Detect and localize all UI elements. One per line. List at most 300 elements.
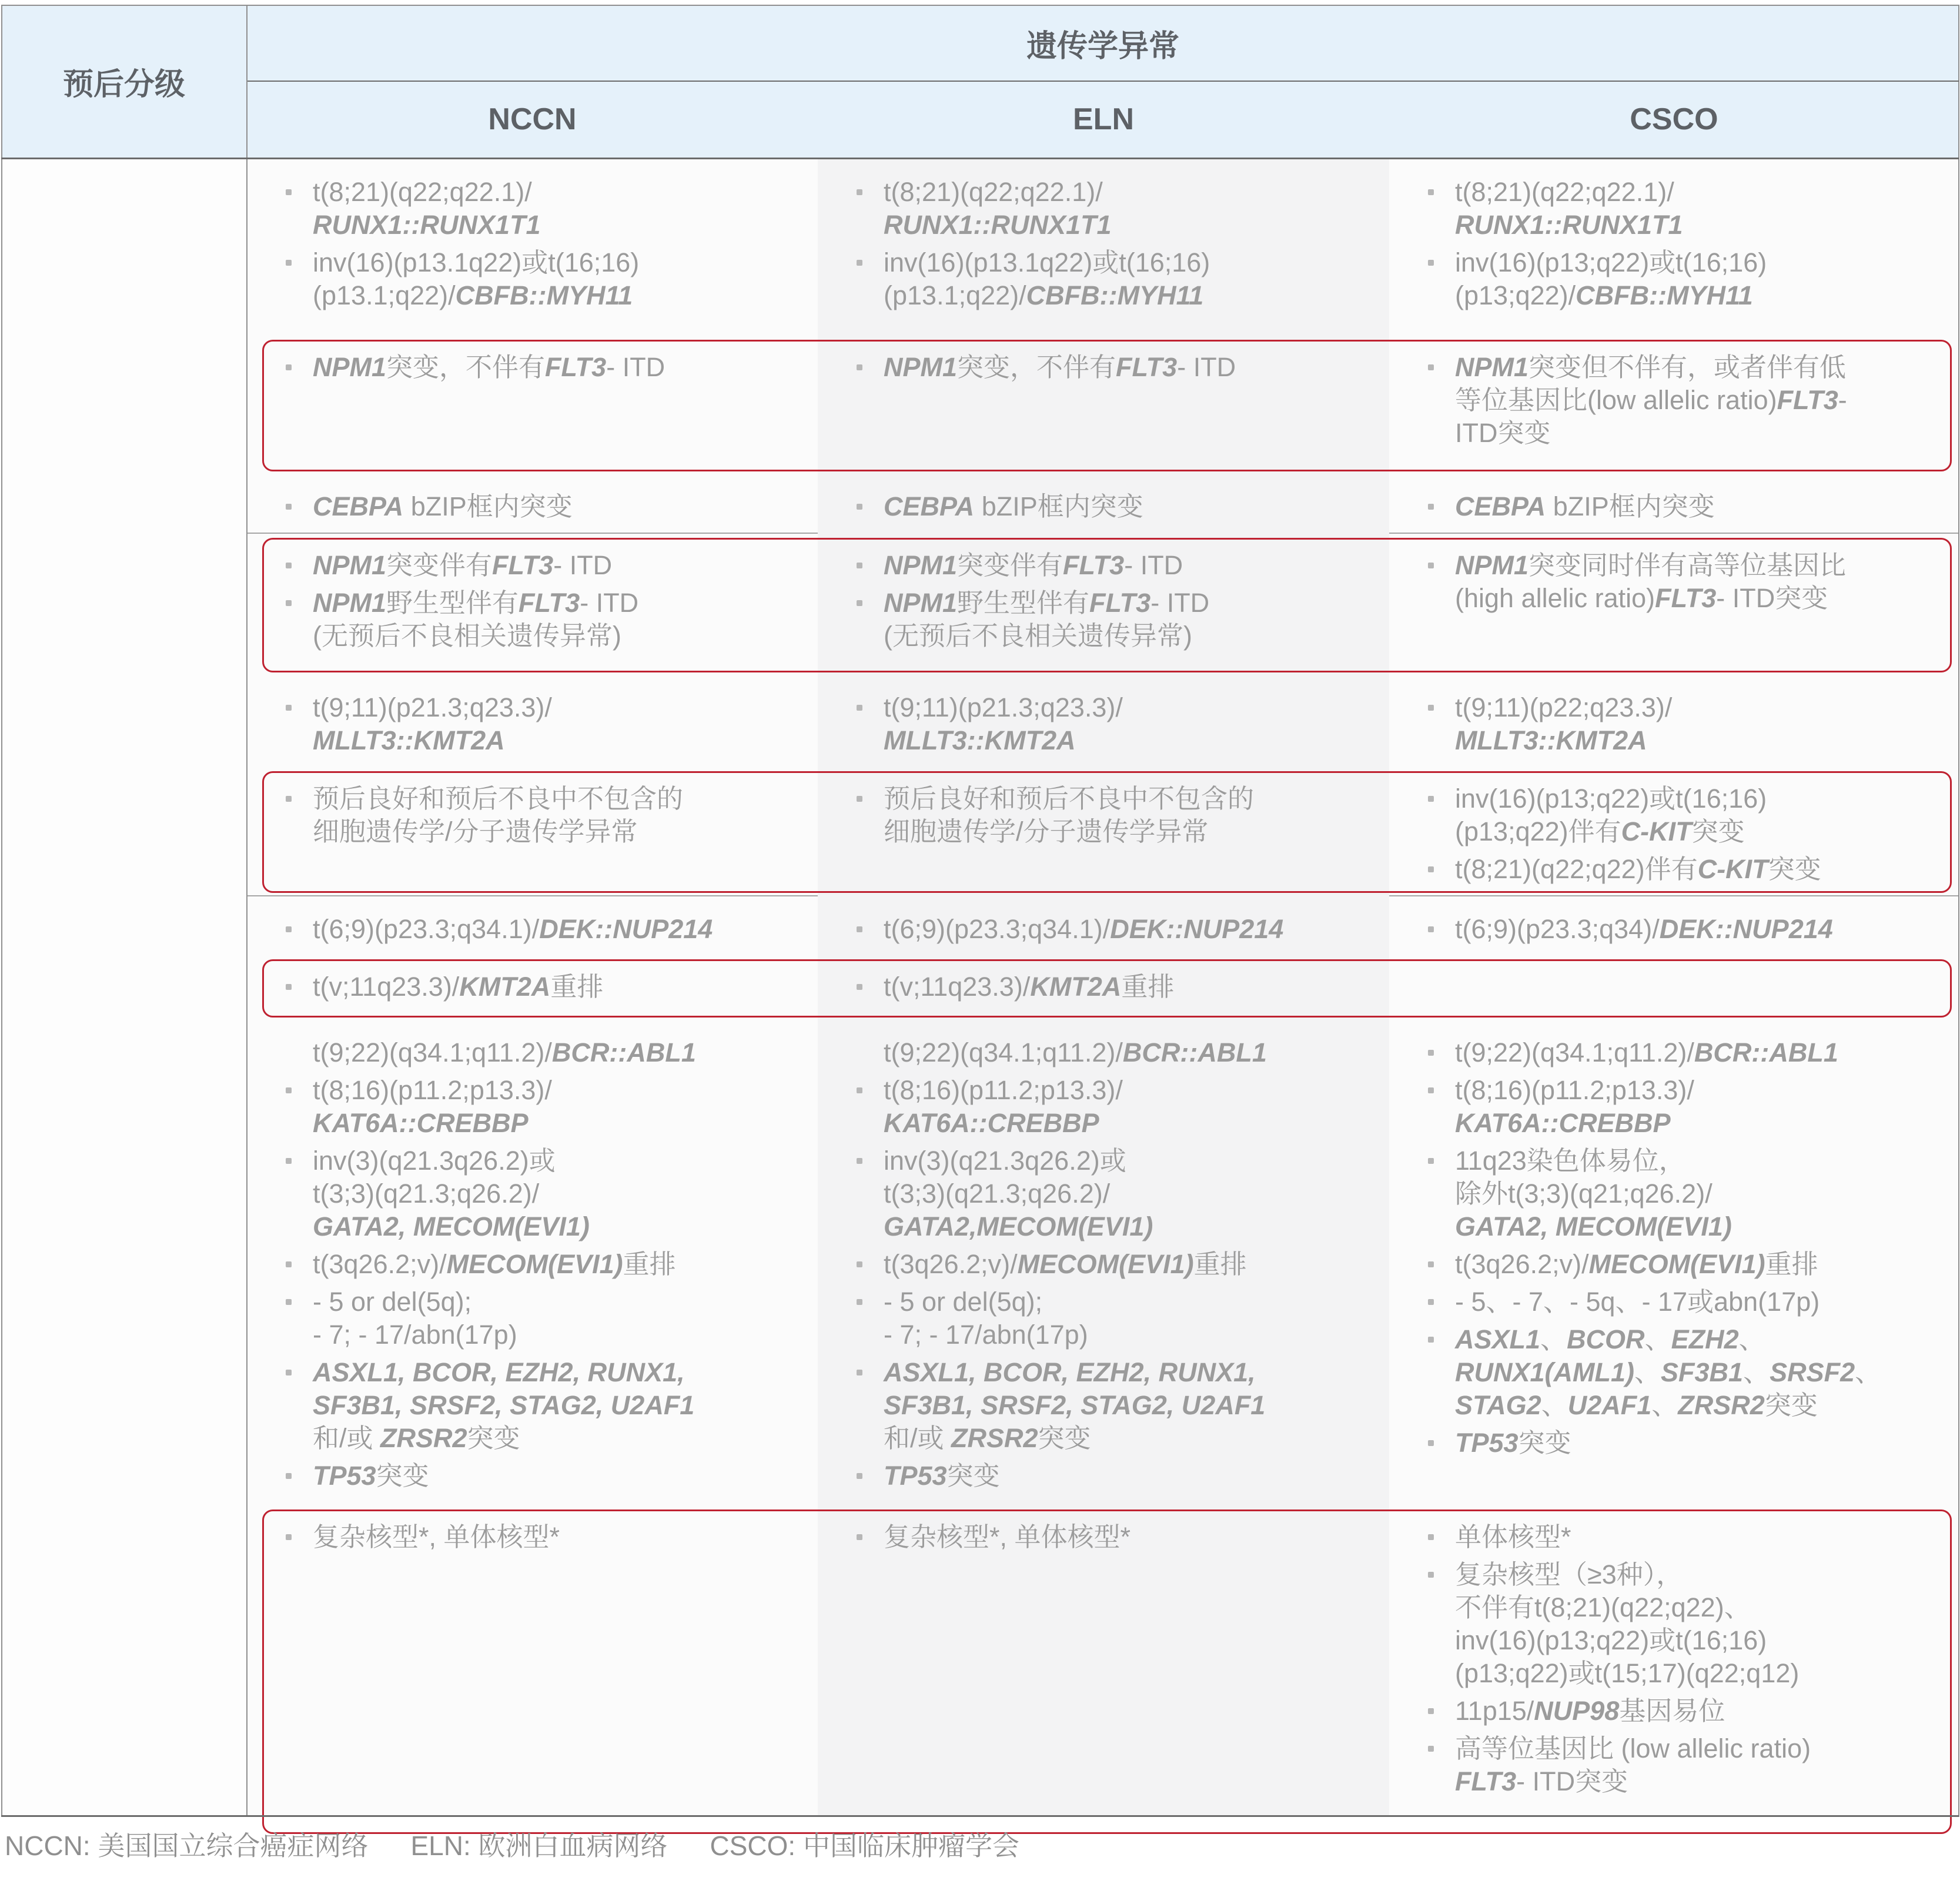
- text-segment: 突变: [1768, 854, 1821, 884]
- list-item: [884, 490, 1377, 523]
- text-line: [1455, 1732, 1947, 1765]
- text-line: [313, 1521, 806, 1554]
- gene-symbol: EZH2: [1671, 1324, 1739, 1354]
- gene-symbol: MLLT3::KMT2A: [313, 725, 505, 755]
- border-right: [1958, 5, 1959, 1817]
- gene-symbol: STAG2: [1455, 1390, 1541, 1420]
- cell-favorable-csco: [1389, 474, 1959, 533]
- cell-favorable-eln: [818, 159, 1389, 336]
- text-segment: (p13;q22)或t(15;17)(q22;q12): [1455, 1658, 1800, 1688]
- cell-adverse-nccn: [247, 896, 818, 955]
- text-line: [1455, 1624, 1947, 1657]
- text-line: [313, 1286, 806, 1318]
- bullet-icon: [1428, 189, 1434, 195]
- list-item: [884, 587, 1377, 652]
- bullet-icon: [1428, 1572, 1434, 1578]
- text-line: [884, 1356, 1377, 1389]
- text-segment: 重排: [550, 972, 604, 1002]
- text-line: [884, 1074, 1377, 1107]
- list-item: [313, 1074, 806, 1140]
- list-item: [1455, 1732, 1947, 1798]
- border-top: [1, 5, 1959, 6]
- text-line: [313, 1107, 806, 1140]
- text-segment: 野生型伴有: [957, 588, 1090, 618]
- text-segment: - ITD突变: [1516, 1766, 1628, 1796]
- text-line: [1455, 1389, 1947, 1422]
- text-segment: 野生型伴有: [386, 588, 519, 618]
- text-line: [1455, 1427, 1947, 1460]
- text-segment: 预后良好和预后不良中不包含的: [884, 784, 1255, 814]
- text-line: [313, 782, 806, 815]
- text-segment: t(8;21)(q22;q22.1)/: [313, 177, 532, 207]
- list-item: [884, 1036, 1377, 1069]
- text-line: [884, 1422, 1377, 1455]
- gene-symbol: TP53: [884, 1461, 947, 1491]
- gene-symbol: FLT3: [1116, 352, 1178, 382]
- list-item: [884, 1521, 1377, 1554]
- text-segment: 复杂核型*, 单体核型*: [884, 1522, 1131, 1552]
- text-segment: - ITD: [606, 352, 665, 382]
- text-line: [1455, 490, 1947, 523]
- gene-symbol: NPM1: [1455, 550, 1529, 580]
- gene-symbol: FLT3: [1089, 588, 1151, 618]
- list-item: [884, 691, 1377, 757]
- list-item: [313, 691, 806, 757]
- list-item: [884, 1144, 1377, 1243]
- cell-adverse-nccn: [247, 1020, 818, 1505]
- text-line: [1455, 782, 1947, 815]
- text-line: [313, 691, 806, 724]
- text-segment: t(9;11)(p22;q23.3)/: [1455, 692, 1673, 722]
- bullet-icon: [857, 600, 862, 606]
- text-line: [884, 490, 1377, 523]
- gene-symbol: MECOM(EVI1): [1588, 1249, 1765, 1279]
- list-item: [884, 176, 1377, 242]
- list-item: [1455, 1521, 1947, 1554]
- text-segment: 不伴有t(8;21)(q22;q22)、: [1455, 1592, 1751, 1622]
- header-prognosis-grade: 预后分级: [62, 67, 185, 102]
- text-segment: 和/或: [313, 1423, 381, 1453]
- bullet-icon: [286, 926, 292, 932]
- text-line: [313, 246, 806, 279]
- text-segment: - ITD: [1124, 550, 1183, 580]
- cell-adverse-csco: [1389, 1505, 1959, 1836]
- text-segment: 突变但不伴有，或者伴有低: [1528, 352, 1847, 382]
- bullet-icon: [1428, 866, 1434, 872]
- text-line: [1455, 549, 1947, 582]
- list-item: [313, 490, 806, 523]
- text-line: [884, 587, 1377, 620]
- list-item: [884, 351, 1377, 384]
- footer-csco: CSCO: 中国临床肿瘤学会: [710, 1830, 1019, 1861]
- bullet-icon: [857, 984, 862, 990]
- text-segment: 、: [1644, 1324, 1671, 1354]
- text-segment: 11q23染色体易位，: [1455, 1146, 1685, 1176]
- text-line: [884, 970, 1377, 1003]
- gene-symbol: RUNX1::RUNX1T1: [1455, 210, 1683, 240]
- bullet-icon: [1428, 1299, 1434, 1305]
- text-line: [313, 549, 806, 582]
- gene-symbol: ASXL1, BCOR, EZH2, RUNX1,: [884, 1357, 1256, 1387]
- bullet-icon: [1428, 796, 1434, 802]
- text-line: [1455, 1323, 1947, 1356]
- text-line: [1455, 1144, 1947, 1177]
- text-line: [1455, 1036, 1947, 1069]
- text-segment: 突变: [1691, 816, 1745, 846]
- gene-symbol: CEBPA: [313, 491, 404, 521]
- text-segment: 突变: [946, 1461, 1000, 1491]
- text-segment: - ITD突变: [1716, 583, 1828, 613]
- text-segment: bZIP框内突变: [1546, 491, 1715, 521]
- text-segment: 重排: [1765, 1249, 1818, 1279]
- bullet-icon: [857, 1158, 862, 1164]
- text-line: [313, 913, 806, 946]
- text-segment: t(6;9)(p23.3;q34.1)/: [884, 914, 1111, 944]
- text-segment: 突变: [1764, 1390, 1818, 1420]
- gene-symbol: FLT3: [1455, 1766, 1517, 1796]
- gene-symbol: MLLT3::KMT2A: [1455, 725, 1647, 755]
- list-item: [1455, 1558, 1947, 1690]
- gene-symbol: GATA2, MECOM(EVI1): [313, 1211, 590, 1241]
- text-segment: 等位基因比(low allelic ratio): [1455, 385, 1777, 415]
- text-line: [884, 549, 1377, 582]
- list-item: [313, 351, 806, 384]
- gene-symbol: CEBPA: [884, 491, 975, 521]
- text-segment: t(9;22)(q34.1;q11.2)/: [1455, 1037, 1694, 1067]
- text-line: [313, 209, 806, 242]
- footer-eln: ELN: 欧洲白血病网络: [410, 1830, 668, 1861]
- bullet-icon: [286, 1534, 292, 1540]
- gene-symbol: CEBPA: [1455, 491, 1546, 521]
- text-segment: inv(3)(q21.3q26.2)或: [884, 1146, 1126, 1176]
- bullet-icon: [1428, 926, 1434, 932]
- list-item: [1455, 1427, 1947, 1460]
- list-item: [313, 246, 806, 312]
- text-line: [1455, 351, 1947, 384]
- bullet-icon: [1428, 364, 1434, 370]
- text-line: [1455, 1765, 1947, 1798]
- footer-abbreviations: [5, 1825, 1062, 1863]
- gene-symbol: KMT2A: [459, 972, 551, 1002]
- text-segment: (无预后不良相关遗传异常): [884, 621, 1192, 651]
- gene-symbol: SF3B1, SRSF2, STAG2, U2AF1: [313, 1390, 695, 1420]
- gene-symbol: RUNX1::RUNX1T1: [884, 210, 1112, 240]
- bullet-icon: [857, 364, 862, 370]
- text-segment: t(v;11q23.3)/: [313, 972, 460, 1002]
- text-segment: (high allelic ratio): [1455, 583, 1655, 613]
- gene-symbol: DEK::NUP214: [539, 914, 713, 944]
- text-line: [313, 1389, 806, 1422]
- list-item: [1455, 1144, 1947, 1243]
- text-segment: 突变伴有: [386, 550, 493, 580]
- text-line: [884, 815, 1377, 848]
- text-segment: 复杂核型（≥3种），: [1455, 1559, 1683, 1589]
- gene-symbol: NPM1: [313, 550, 387, 580]
- text-line: [313, 1036, 806, 1069]
- text-segment: 、: [1540, 1324, 1567, 1354]
- text-line: [313, 587, 806, 620]
- text-segment: inv(16)(p13.1q22)或t(16;16): [884, 247, 1210, 277]
- text-line: [1455, 724, 1947, 757]
- bullet-icon: [286, 563, 292, 568]
- header-col-csco: CSCO: [1630, 102, 1718, 136]
- text-segment: (无预后不良相关遗传异常): [313, 621, 621, 651]
- gene-symbol: MLLT3::KMT2A: [884, 725, 1076, 755]
- list-item: [1455, 1695, 1947, 1728]
- bullet-icon: [857, 1473, 862, 1479]
- text-line: [884, 620, 1377, 652]
- text-line: [1455, 853, 1947, 886]
- cell-favorable-nccn: [247, 474, 818, 533]
- list-item: [1455, 913, 1947, 946]
- text-line: [884, 1318, 1377, 1351]
- text-segment: 突变: [1518, 1428, 1571, 1458]
- text-segment: 、: [1743, 1357, 1770, 1387]
- bullet-icon: [1428, 1261, 1434, 1267]
- text-line: [1455, 1248, 1947, 1281]
- list-item: [1455, 691, 1947, 757]
- text-line: [884, 1036, 1377, 1069]
- bullet-icon: [1428, 1337, 1434, 1343]
- text-segment: 突变，不伴有: [386, 352, 546, 382]
- table-body: [1, 159, 1959, 1816]
- list-item: [313, 1036, 806, 1069]
- gene-symbol: TP53: [313, 1461, 376, 1491]
- gene-symbol: DEK::NUP214: [1110, 914, 1284, 944]
- text-segment: - 7; - 17/abn(17p): [313, 1320, 517, 1350]
- text-line: [1455, 815, 1947, 848]
- text-segment: 复杂核型*, 单体核型*: [313, 1522, 560, 1552]
- text-segment: - ITD: [1150, 588, 1210, 618]
- text-segment: t(3q26.2;v)/: [884, 1249, 1018, 1279]
- bullet-icon: [857, 1087, 862, 1093]
- text-segment: 和/或: [884, 1423, 952, 1453]
- cell-adverse-csco: [1389, 1020, 1959, 1505]
- gene-symbol: CBFB::MYH11: [1576, 280, 1753, 310]
- bullet-icon: [286, 260, 292, 266]
- list-item: [313, 1460, 806, 1492]
- cell-favorable-nccn: [247, 159, 818, 336]
- text-line: [313, 1356, 806, 1389]
- text-segment: 、: [1738, 1324, 1765, 1354]
- text-segment: t(8;21)(q22;q22)伴有: [1455, 854, 1698, 884]
- text-segment: t(6;9)(p23.3;q34)/: [1455, 914, 1660, 944]
- text-segment: 重排: [1193, 1249, 1247, 1279]
- footer-nccn: NCCN: 美国国立综合癌症网络: [5, 1830, 369, 1861]
- cell-favorable-csco: [1389, 159, 1959, 336]
- text-line: [1455, 691, 1947, 724]
- gene-symbol: FLT3: [545, 352, 607, 382]
- border-bottom: [1, 1815, 1959, 1817]
- bullet-icon: [857, 705, 862, 711]
- text-segment: 单体核型*: [1455, 1522, 1571, 1552]
- text-line: [313, 176, 806, 209]
- text-segment: 高等位基因比 (low allelic ratio): [1455, 1733, 1811, 1763]
- gene-symbol: C-KIT: [1697, 854, 1768, 884]
- list-item: [884, 1074, 1377, 1140]
- bullet-icon: [286, 1370, 292, 1375]
- gene-symbol: FLT3: [519, 588, 580, 618]
- gene-symbol: BCOR: [1567, 1324, 1645, 1354]
- list-item: [884, 549, 1377, 582]
- gene-symbol: ZRSR2: [951, 1423, 1038, 1453]
- divider-header-row1: [247, 81, 1959, 82]
- bullet-icon: [286, 1087, 292, 1093]
- text-segment: 、: [1651, 1390, 1678, 1420]
- text-line: [1455, 1210, 1947, 1243]
- bullet-icon: [1428, 1534, 1434, 1540]
- text-segment: 除外t(3;3)(q21;q26.2)/: [1455, 1179, 1713, 1209]
- gene-symbol: CBFB::MYH11: [1026, 280, 1204, 310]
- gene-symbol: KAT6A::CREBBP: [1455, 1108, 1671, 1138]
- text-segment: 基因易位: [1619, 1696, 1725, 1726]
- text-line: [313, 1210, 806, 1243]
- gene-symbol: NPM1: [1455, 352, 1529, 382]
- bullet-icon: [286, 705, 292, 711]
- text-segment: t(9;22)(q34.1;q11.2)/: [884, 1037, 1123, 1067]
- list-item: [884, 782, 1377, 848]
- text-line: [1455, 209, 1947, 242]
- list-item: [1455, 1036, 1947, 1069]
- gene-symbol: FLT3: [1777, 385, 1838, 415]
- text-segment: - ITD: [580, 588, 639, 618]
- text-line: [313, 1144, 806, 1177]
- gene-symbol: FLT3: [1655, 583, 1717, 613]
- text-line: [313, 815, 806, 848]
- text-line: [1455, 1074, 1947, 1107]
- list-item: [1455, 1286, 1947, 1318]
- cell-favorable-csco: [1389, 336, 1959, 474]
- text-segment: - ITD: [1177, 352, 1236, 382]
- text-segment: 、: [1634, 1357, 1661, 1387]
- gene-symbol: C-KIT: [1621, 816, 1692, 846]
- text-line: [1455, 384, 1947, 417]
- text-line: [1455, 1356, 1947, 1389]
- bullet-icon: [286, 796, 292, 802]
- cell-adverse-csco: [1389, 955, 1959, 1020]
- text-segment: 、: [1855, 1357, 1882, 1387]
- text-segment: 细胞遗传学/分子遗传学异常: [884, 816, 1209, 846]
- gene-symbol: GATA2, MECOM(EVI1): [1455, 1211, 1732, 1241]
- text-line: [1455, 246, 1947, 279]
- text-segment: inv(16)(p13.1q22)或t(16;16): [313, 247, 640, 277]
- divider-header-row2: [1, 158, 1959, 159]
- text-line: [1455, 1695, 1947, 1728]
- gene-symbol: NPM1: [884, 550, 958, 580]
- bullet-icon: [1428, 1440, 1434, 1446]
- bullet-icon: [857, 796, 862, 802]
- list-item: [313, 1286, 806, 1351]
- text-segment: - ITD: [553, 550, 613, 580]
- list-item: [313, 970, 806, 1003]
- text-segment: 突变，不伴有: [957, 352, 1116, 382]
- gene-symbol: SF3B1, SRSF2, STAG2, U2AF1: [884, 1390, 1266, 1420]
- list-item: [884, 246, 1377, 312]
- col1-background: [1, 159, 247, 1816]
- text-segment: inv(16)(p13;q22)或t(16;16): [1455, 784, 1767, 814]
- bullet-icon: [857, 1261, 862, 1267]
- text-line: [884, 351, 1377, 384]
- list-item: [313, 1356, 806, 1455]
- text-segment: 重排: [623, 1249, 676, 1279]
- gene-symbol: KAT6A::CREBBP: [884, 1108, 1099, 1138]
- text-line: [313, 1248, 806, 1281]
- text-segment: t(9;22)(q34.1;q11.2)/: [313, 1037, 552, 1067]
- text-segment: 突变伴有: [957, 550, 1063, 580]
- text-line: [884, 246, 1377, 279]
- gene-symbol: FLT3: [492, 550, 554, 580]
- text-line: [1455, 1657, 1947, 1690]
- text-segment: t(9;11)(p21.3;q23.3)/: [884, 692, 1123, 722]
- list-item: [1455, 782, 1947, 848]
- border-left: [1, 5, 2, 1817]
- list-item: [884, 1460, 1377, 1492]
- bullet-icon: [857, 260, 862, 266]
- bullet-icon: [286, 364, 292, 370]
- text-segment: (p13;q22)伴有: [1455, 816, 1621, 846]
- gene-symbol: NPM1: [884, 588, 958, 618]
- gene-symbol: RUNX1::RUNX1T1: [313, 210, 541, 240]
- text-line: [313, 490, 806, 523]
- text-line: [884, 1248, 1377, 1281]
- text-line: [884, 1177, 1377, 1210]
- header-col-eln: ELN: [1073, 102, 1134, 136]
- gene-symbol: ZRSR2: [1678, 1390, 1765, 1420]
- list-item: [1455, 351, 1947, 450]
- text-line: [313, 351, 806, 384]
- text-segment: t(3;3)(q21.3;q26.2)/: [884, 1179, 1111, 1209]
- text-segment: 突变同时伴有高等位基因比: [1528, 550, 1847, 580]
- text-line: [884, 1521, 1377, 1554]
- text-line: [313, 1422, 806, 1455]
- text-line: [884, 1460, 1377, 1492]
- text-segment: - 5 or del(5q);: [884, 1287, 1043, 1317]
- cell-intermediate-csco: [1389, 534, 1959, 675]
- text-segment: - 7; - 17/abn(17p): [884, 1320, 1088, 1350]
- gene-symbol: MECOM(EVI1): [446, 1249, 623, 1279]
- text-segment: t(3q26.2;v)/: [1455, 1249, 1589, 1279]
- gene-symbol: NPM1: [313, 352, 387, 382]
- gene-symbol: BCR::ABL1: [551, 1037, 696, 1067]
- gene-symbol: CBFB::MYH11: [455, 280, 633, 310]
- bullet-icon: [286, 1261, 292, 1267]
- text-segment: t(6;9)(p23.3;q34.1)/: [313, 914, 540, 944]
- list-item: [1455, 490, 1947, 523]
- bullet-icon: [1428, 260, 1434, 266]
- text-line: [313, 724, 806, 757]
- bullet-icon: [857, 926, 862, 932]
- text-segment: 细胞遗传学/分子遗传学异常: [313, 816, 638, 846]
- gene-symbol: GATA2,MECOM(EVI1): [884, 1211, 1153, 1241]
- cell-intermediate-nccn: [247, 675, 818, 767]
- gene-symbol: SRSF2: [1770, 1357, 1855, 1387]
- gene-symbol: NUP98: [1534, 1696, 1620, 1726]
- gene-symbol: BCR::ABL1: [1122, 1037, 1267, 1067]
- gene-symbol: ZRSR2: [380, 1423, 467, 1453]
- bullet-icon: [857, 1370, 862, 1375]
- bullet-icon: [1428, 1746, 1434, 1752]
- cell-adverse-nccn: [247, 1505, 818, 1836]
- list-item: [313, 1521, 806, 1554]
- text-line: [884, 782, 1377, 815]
- text-segment: -: [1838, 385, 1847, 415]
- list-item: [313, 587, 806, 652]
- text-segment: (p13.1;q22)/: [313, 280, 456, 310]
- gene-symbol: RUNX1(AML1): [1455, 1357, 1635, 1387]
- gene-symbol: KAT6A::CREBBP: [313, 1108, 529, 1138]
- gene-symbol: KMT2A: [1030, 972, 1122, 1002]
- text-segment: (p13.1;q22)/: [884, 280, 1026, 310]
